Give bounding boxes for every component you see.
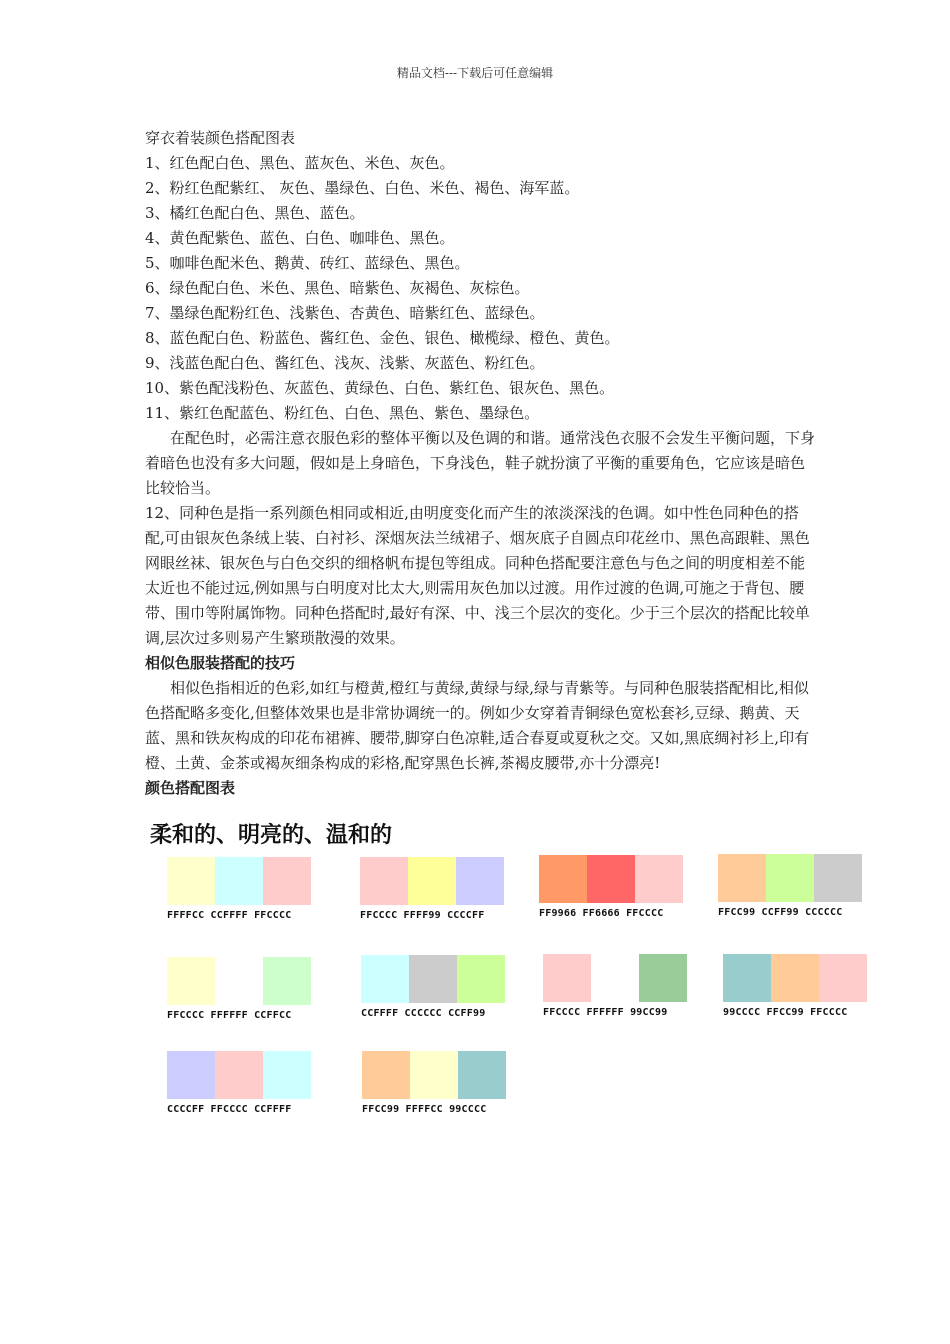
swatch-codes: FFCC99 CCFF99 CCCCCC bbox=[718, 907, 843, 918]
color-swatch bbox=[263, 957, 311, 1005]
list-item: 10、紫色配浅粉色、灰蓝色、黄绿色、白色、紫红色、银灰色、黑色。 bbox=[145, 379, 615, 397]
subtitle-similar-color: 相似色服装搭配的技巧 bbox=[145, 654, 296, 672]
color-swatch bbox=[408, 857, 456, 905]
swatch-group bbox=[362, 1051, 506, 1115]
list-item: 7、墨绿色配粉红色、浅紫色、杏黄色、暗紫红色、蓝绿色。 bbox=[145, 304, 545, 322]
color-swatch bbox=[639, 954, 687, 1002]
swatch-row bbox=[167, 957, 311, 1005]
swatch-group bbox=[361, 955, 505, 1019]
swatch-row bbox=[539, 855, 683, 903]
color-swatch bbox=[409, 955, 457, 1003]
swatch-codes: CCCCFF FFCCCC CCFFFF bbox=[167, 1104, 292, 1115]
color-swatch bbox=[263, 1051, 311, 1099]
color-swatch bbox=[539, 855, 587, 903]
color-swatch bbox=[771, 954, 819, 1002]
color-swatch bbox=[362, 1051, 410, 1099]
document-title: 穿衣着装颜色搭配图表 bbox=[145, 129, 296, 147]
list-item: 6、绿色配白色、米色、黑色、暗紫色、灰褐色、灰棕色。 bbox=[145, 279, 530, 297]
color-swatch bbox=[215, 1051, 263, 1099]
document-body bbox=[145, 126, 815, 801]
swatch-codes: FFCCCC FFFFFF 99CC99 bbox=[543, 1007, 668, 1018]
swatch-group bbox=[167, 1051, 311, 1115]
list-item: 11、紫红色配蓝色、粉红色、白色、黑色、紫色、墨绿色。 bbox=[145, 404, 540, 422]
swatch-row bbox=[723, 954, 867, 1002]
subtitle-color-chart: 颜色搭配图表 bbox=[145, 779, 236, 797]
color-swatch bbox=[458, 1051, 506, 1099]
color-swatch bbox=[814, 854, 862, 902]
swatch-group bbox=[360, 857, 504, 921]
swatch-row bbox=[361, 955, 505, 1003]
chart-title: 柔和的、明亮的、温和的 bbox=[150, 823, 393, 848]
color-swatch bbox=[263, 857, 311, 905]
paragraph-balance: 在配色时，必需注意衣服色彩的整体平衡以及色调的和谐。通常浅色衣服不会发生平衡问题，下身着暗色也没有多大问题，假如是上身暗色，下身浅色，鞋子就扮演了平衡的重要角色，它应该是暗色比较恰当。 bbox=[145, 429, 816, 497]
color-swatch bbox=[456, 857, 504, 905]
paragraph-same-color: 12、同种色是指一系列颜色相同或相近,由明度变化而产生的浓淡深浅的色调。如中性色同种色的搭配,可由银灰色条绒上装、白衬衫、深烟灰法兰绒裙子、烟灰底子自圆点印花丝巾、黑色高跟鞋、黑色网眼丝袜、银灰色与白色交织的细格帆布提包等组成。同种色搭配要注意色与色之间的明度相差不能太近也不能过远,例如黑与白明度对比太大,则需用灰色加以过渡。用作过渡的色调,可施之于背包、腰带、围巾等附属饰物。同种色搭配时,最好有深、中、浅三个层次的变化。少于三个层次的搭配比较单调,层次过多则易产生繁琐散漫的效果。 bbox=[145, 504, 810, 647]
swatch-group bbox=[723, 954, 867, 1018]
swatch-row bbox=[362, 1051, 506, 1099]
swatch-codes: FFCCCC FFFF99 CCCCFF bbox=[360, 910, 485, 921]
list-item: 8、蓝色配白色、粉蓝色、酱红色、金色、银色、橄榄绿、橙色、黄色。 bbox=[145, 329, 620, 347]
color-swatch bbox=[718, 854, 766, 902]
swatch-group bbox=[718, 854, 862, 918]
swatch-row bbox=[167, 857, 311, 905]
swatch-row bbox=[543, 954, 687, 1002]
color-swatch bbox=[635, 855, 683, 903]
list-item: 9、浅蓝色配白色、酱红色、浅灰、浅紫、灰蓝色、粉红色。 bbox=[145, 354, 545, 372]
swatch-codes: FFFFCC CCFFFF FFCCCC bbox=[167, 910, 292, 921]
page-header: 精品文档---下载后可任意编辑 bbox=[396, 66, 554, 80]
list-item: 1、红色配白色、黑色、蓝灰色、米色、灰色。 bbox=[145, 154, 455, 172]
color-swatch bbox=[167, 1051, 215, 1099]
swatch-codes: FF9966 FF6666 FFCCCC bbox=[539, 908, 664, 919]
color-swatch bbox=[167, 857, 215, 905]
color-swatch bbox=[215, 857, 263, 905]
swatch-row bbox=[167, 1051, 311, 1099]
swatch-group bbox=[543, 954, 687, 1018]
color-swatch bbox=[215, 957, 263, 1005]
swatch-group bbox=[539, 855, 683, 919]
swatch-codes: 99CCCC FFCC99 FFCCCC bbox=[723, 1007, 848, 1018]
color-swatch bbox=[361, 955, 409, 1003]
list-item: 5、咖啡色配米色、鹅黄、砖红、蓝绿色、黑色。 bbox=[145, 254, 470, 272]
color-swatch bbox=[167, 957, 215, 1005]
color-swatch bbox=[766, 854, 814, 902]
swatch-row bbox=[718, 854, 862, 902]
swatch-codes: FFCC99 FFFFCC 99CCCC bbox=[362, 1104, 487, 1115]
color-swatch bbox=[591, 954, 639, 1002]
color-swatch bbox=[587, 855, 635, 903]
color-swatch bbox=[543, 954, 591, 1002]
swatch-group bbox=[167, 957, 311, 1021]
swatch-group bbox=[167, 857, 311, 921]
list-item: 4、黄色配紫色、蓝色、白色、咖啡色、黑色。 bbox=[145, 229, 455, 247]
color-swatch bbox=[457, 955, 505, 1003]
swatch-codes: CCFFFF CCCCCC CCFF99 bbox=[361, 1008, 486, 1019]
paragraph-similar-color: 相似色指相近的色彩,如红与橙黄,橙红与黄绿,黄绿与绿,绿与青紫等。与同种色服装搭配相比,相似色搭配略多变化,但整体效果也是非常协调统一的。例如少女穿着青铜绿色宽松套衫,豆绿、鹅黄、天蓝、黑和铁灰构成的印花布裙裤、腰带,脚穿白色凉鞋,适合春夏或夏秋之交。又如,黑底绸衬衫上,印有橙、土黄、金茶或褐灰细条构成的彩格,配穿黑色长裤,茶褐皮腰带,亦十分漂亮! bbox=[145, 679, 810, 772]
list-item: 2、粉红色配紫红、 灰色、墨绿色、白色、米色、褐色、海军蓝。 bbox=[145, 179, 580, 197]
swatch-row bbox=[360, 857, 504, 905]
color-swatch bbox=[360, 857, 408, 905]
color-swatch bbox=[819, 954, 867, 1002]
color-swatch bbox=[410, 1051, 458, 1099]
color-swatch bbox=[723, 954, 771, 1002]
swatch-codes: FFCCCC FFFFFF CCFFCC bbox=[167, 1010, 292, 1021]
list-item: 3、橘红色配白色、黑色、蓝色。 bbox=[145, 204, 365, 222]
